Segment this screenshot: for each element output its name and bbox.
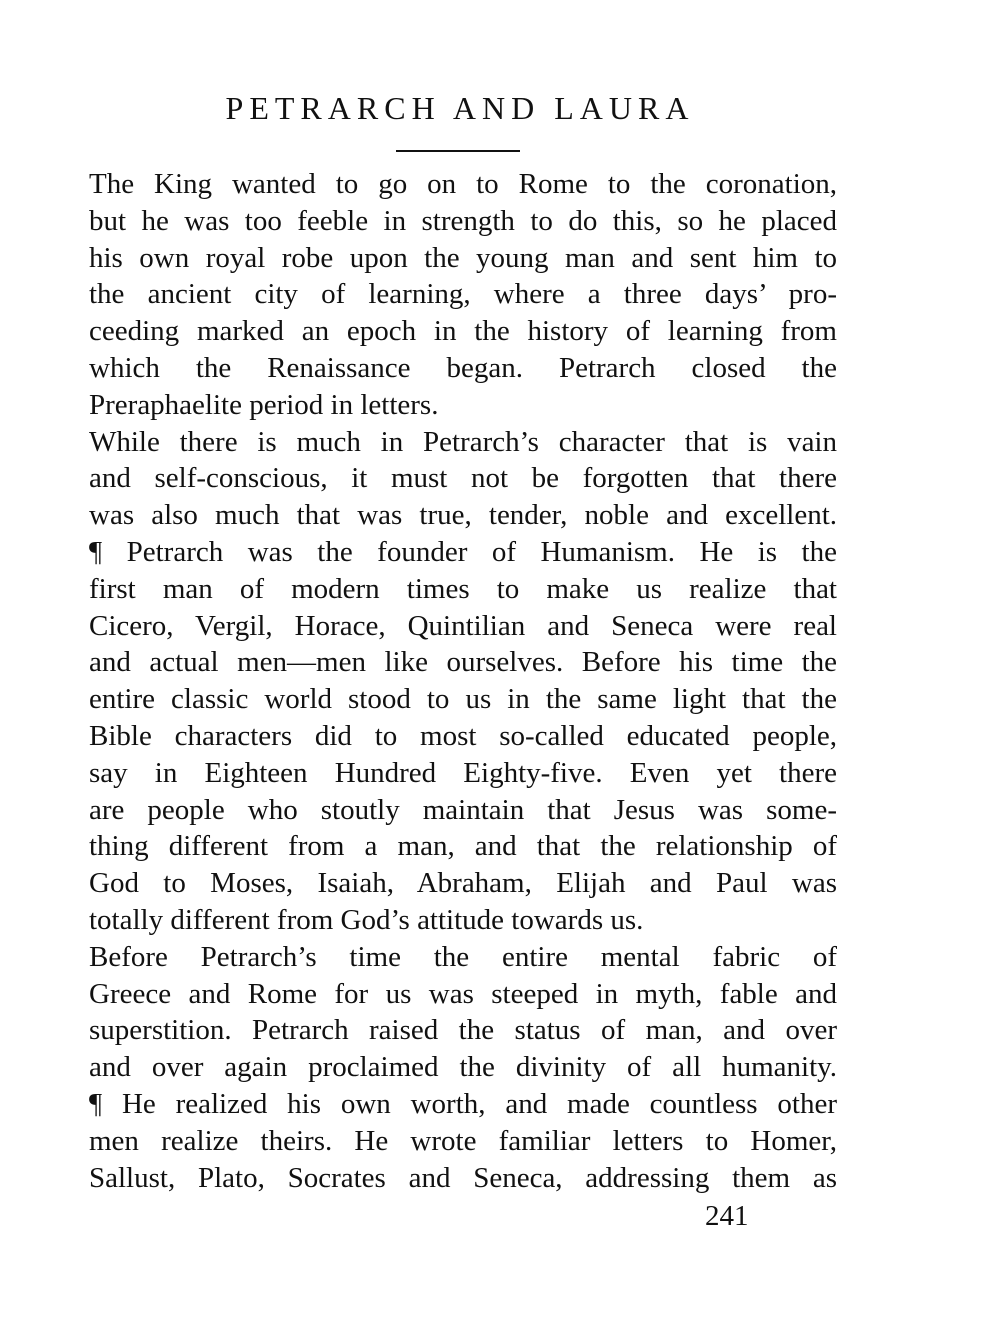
text-line: men realize theirs. He wrote familiar letters to Homer,: [89, 1124, 837, 1157]
text-line: are people who stoutly maintain that Jesus was some-: [89, 793, 837, 826]
text-line: his own royal robe upon the young man and sent him to: [89, 241, 837, 274]
running-head: PETRARCH AND LAURA: [225, 90, 695, 126]
text-line: say in Eighteen Hundred Eighty-five. Even yet there: [89, 756, 837, 789]
text-line: thing different from a man, and that the relationship of: [89, 830, 837, 863]
text-line: and actual men—men like ourselves. Before his time the: [89, 646, 837, 679]
text-line: but he was too feeble in strength to do this, so he placed: [89, 204, 837, 237]
text-line: superstition. Petrarch raised the status of man, and over: [89, 1014, 837, 1047]
text-line: Sallust, Plato, Socrates and Seneca, addressing them as: [89, 1161, 837, 1194]
body-text: [89, 166, 837, 1196]
text-line: Bible characters did to most so-called educated people,: [89, 719, 837, 752]
text-line: and over again proclaimed the divinity of all humanity.: [89, 1051, 837, 1084]
text-line: Greece and Rome for us was steeped in myth, fable and: [89, 977, 837, 1010]
text-line: first man of modern times to make us realize that: [89, 572, 837, 605]
text-line: the ancient city of learning, where a three days’ pro-: [89, 278, 837, 311]
text-line: ¶ Petrarch was the founder of Humanism. He is the: [89, 535, 837, 568]
head-rule: [396, 150, 520, 152]
text-line: totally different from God’s attitude towards us.: [89, 903, 644, 936]
text-line: Before Petrarch’s time the entire mental fabric of: [89, 940, 837, 973]
text-line: ¶ He realized his own worth, and made countless other: [89, 1087, 837, 1120]
text-line: Preraphaelite period in letters.: [89, 388, 439, 421]
text-line: was also much that was true, tender, noble and excellent.: [89, 499, 837, 532]
text-line: Cicero, Vergil, Horace, Quintilian and Seneca were real: [89, 609, 837, 642]
text-line: While there is much in Petrarch’s character that is vain: [89, 425, 837, 458]
text-line: ceeding marked an epoch in the history of learning from: [89, 315, 837, 348]
text-line: and self-conscious, it must not be forgotten that there: [89, 462, 837, 495]
text-line: God to Moses, Isaiah, Abraham, Elijah and Paul was: [89, 867, 837, 900]
text-line: entire classic world stood to us in the same light that the: [89, 683, 837, 716]
text-line: The King wanted to go on to Rome to the coronation,: [89, 168, 837, 200]
text-line: which the Renaissance began. Petrarch closed the: [89, 351, 837, 384]
page-number: 241: [705, 1200, 749, 1232]
